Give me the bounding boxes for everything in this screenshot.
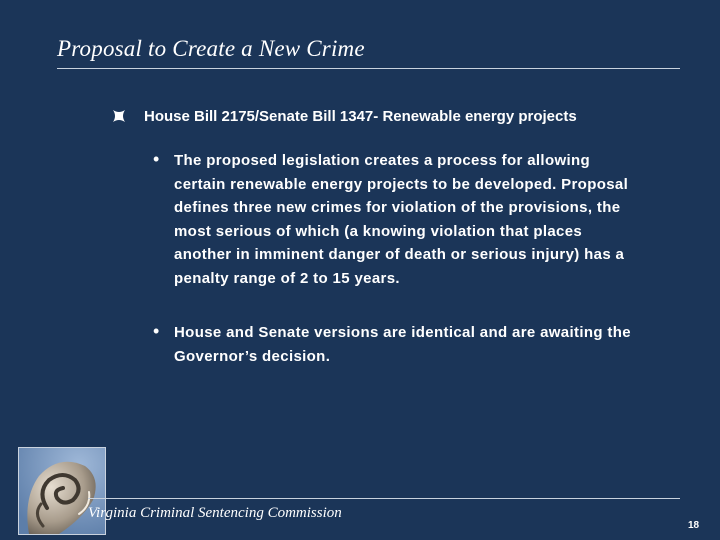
level2-bullet-text: The proposed legislation creates a process for allowing certain renewable energy projects to be developed. Proposal defines three new crimes for violation of the provisions, the most serious of which (a knowing violation that places another in imminent danger of death or serious injury) has a penalty range of 2 to 15 years. bbox=[174, 152, 629, 287]
title-divider bbox=[57, 68, 680, 69]
footer-divider bbox=[88, 498, 680, 499]
footer-organization: Virginia Criminal Sentencing Commission bbox=[88, 505, 342, 521]
ornament-bullet-icon bbox=[112, 109, 126, 123]
bullet-dot-icon: • bbox=[153, 149, 160, 169]
bullet-dot-icon: • bbox=[153, 321, 160, 341]
slide-title: Proposal to Create a New Crime bbox=[57, 36, 365, 61]
page-number: 18 bbox=[688, 520, 700, 531]
level1-bullet-text: House Bill 2175/Senate Bill 1347- Renewable energy projects bbox=[144, 108, 577, 125]
level2-bullet-text: House and Senate versions are identical and are awaiting the Governor’s decision. bbox=[174, 324, 631, 365]
